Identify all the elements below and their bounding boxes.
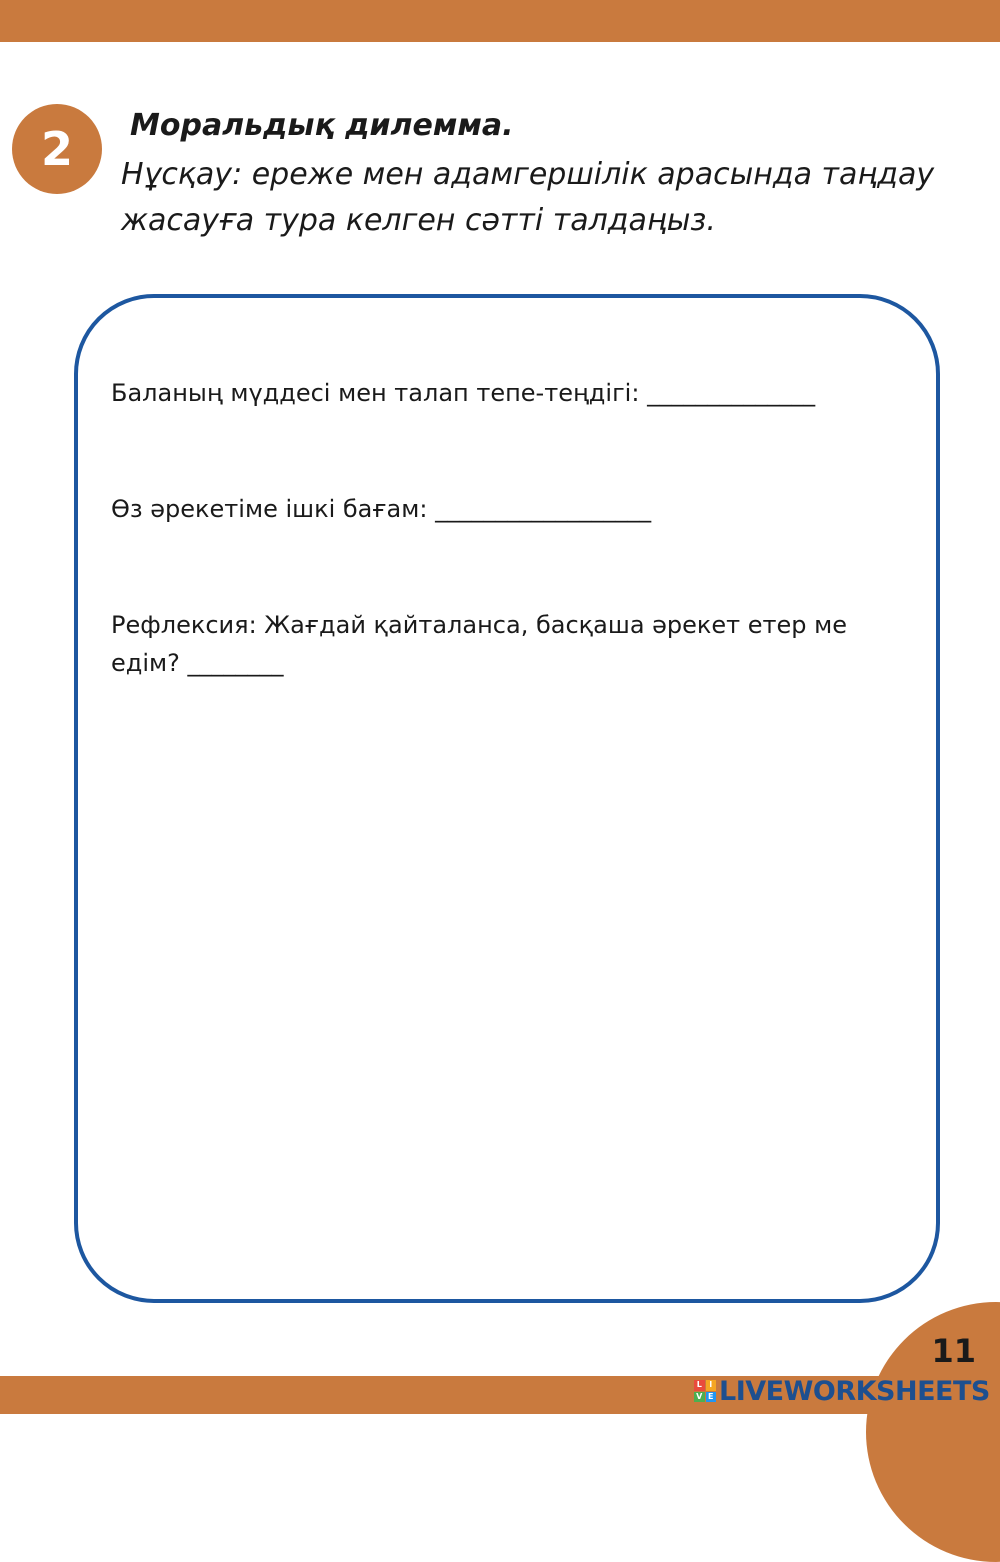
logo-letter-i: I xyxy=(706,1380,717,1391)
prompt-self-assessment[interactable]: Өз әрекетіме ішкі бағам: __________________ xyxy=(111,495,652,523)
answer-box xyxy=(74,294,940,1303)
logo-letter-l: L xyxy=(694,1380,705,1391)
top-decor-band xyxy=(0,0,1000,42)
liveworksheets-brand[interactable] xyxy=(694,1376,990,1406)
prompt-balance[interactable]: Баланың мүддесі мен талап тепе-теңдігі: ______________ xyxy=(111,379,816,407)
logo-letter-e: E xyxy=(706,1392,717,1403)
task-number-badge xyxy=(12,104,102,194)
task-number: 2 xyxy=(40,122,73,176)
logo-letter-v: V xyxy=(694,1392,705,1403)
page-number: 11 xyxy=(931,1332,976,1370)
brand-text: LIVEWORKSHEETS xyxy=(719,1375,990,1407)
task-instruction: Нұсқау: ереже мен адамгершілік арасында таңдау жасауға тура келген сәтті талдаңыз. xyxy=(121,157,935,238)
liveworksheets-logo-icon xyxy=(694,1380,716,1402)
task-title: Моральдық дилемма. xyxy=(130,108,514,143)
prompt-reflection[interactable]: Рефлексия: Жағдай қайталанса, басқаша әрекет етер ме едім? ________ xyxy=(111,611,848,677)
